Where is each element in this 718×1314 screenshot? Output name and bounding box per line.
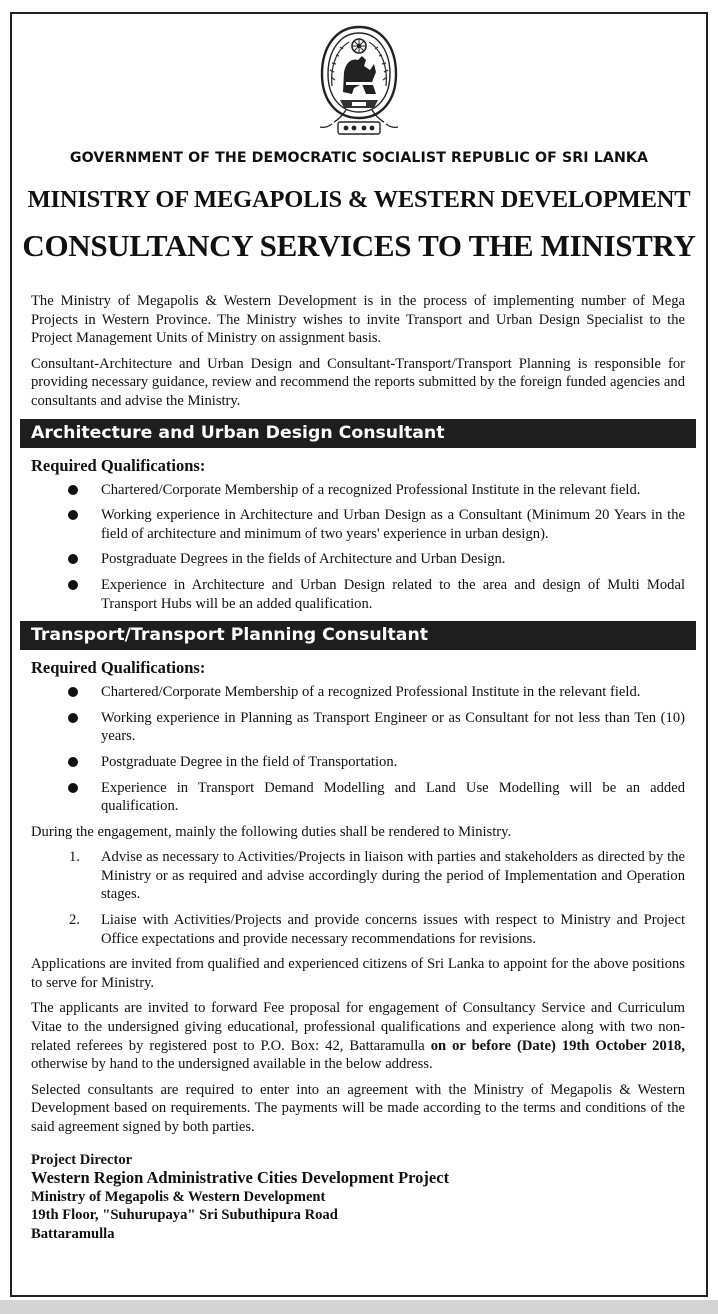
section-heading-architecture: Architecture and Urban Design Consultant — [20, 419, 696, 448]
list-item: Chartered/Corporate Membership of a recognized Professional Institute in the relevant field. — [31, 683, 685, 702]
project-name: Western Region Administrative Cities Development Project — [31, 1168, 450, 1188]
section-heading-transport: Transport/Transport Planning Consultant — [20, 621, 696, 650]
advertisement-body — [31, 292, 685, 1243]
intro-paragraph: Consultant-Architecture and Urban Design and Consultant-Transport/Transport Planning is responsible for providing necessary guidance, review and recommend the reports submitted by the foreign funded agencies and consultants and advise the Ministry. — [31, 355, 685, 409]
applications-paragraph: Applications are invited from qualified and experienced citizens of Sri Lanka to appoint for the above positions to serve for Ministry. — [31, 956, 685, 991]
bullet-icon — [68, 554, 78, 564]
duties-list — [31, 848, 685, 948]
list-item: Working experience in Architecture and Urban Design as a Consultant (Minimum 20 Years in the field of architecture and minimum of two years' experience in urban design). — [31, 506, 685, 543]
bullet-icon — [68, 510, 78, 520]
list-item: Postgraduate Degrees in the fields of Architecture and Urban Design. — [31, 550, 685, 569]
signature-block — [31, 1151, 685, 1244]
qualification-list — [31, 683, 685, 816]
list-number: 2. — [69, 912, 80, 929]
list-item: Postgraduate Degree in the field of Transportation. — [31, 753, 685, 772]
national-emblem-icon — [316, 24, 402, 138]
advertisement-title: CONSULTANCY SERVICES TO THE MINISTRY — [22, 228, 696, 263]
list-item: Experience in Architecture and Urban Design related to the area and design of Multi Modal Transport Hubs will be an added qualification. — [31, 576, 685, 613]
bottom-strip — [0, 1300, 718, 1314]
intro-paragraph: The Ministry of Megapolis & Western Development is in the process of implementing number of Mega Projects in Western Province. The Ministry wishes to invite Transport and Urban Design Specialist to the Project Management Units of Ministry on assignment basis. — [31, 293, 685, 347]
bullet-icon — [68, 580, 78, 590]
duties-intro: During the engagement, mainly the following duties shall be rendered to Ministry. — [31, 823, 512, 840]
government-heading: GOVERNMENT OF THE DEMOCRATIC SOCIALIST REPUBLIC OF SRI LANKA — [69, 150, 649, 166]
bullet-icon — [68, 713, 78, 723]
list-item: 2. Liaise with Activities/Projects and provide concerns issues with respect to Ministry and Project Office expectations and provide necessary recommendations for revisions. — [69, 912, 685, 947]
bullet-icon — [68, 687, 78, 697]
list-item: Experience in Transport Demand Modelling and Land Use Modelling will be an added qualification. — [31, 779, 685, 816]
bullet-icon — [68, 783, 78, 793]
signatory-city: Battaramulla — [31, 1225, 115, 1242]
list-item: Chartered/Corporate Membership of a recognized Professional Institute in the relevant field. — [31, 481, 685, 500]
signatory-address: 19th Floor, "Suhurupaya" Sri Subuthipura Road — [31, 1207, 338, 1224]
list-item: 1. Advise as necessary to Activities/Projects in liaison with parties and stakeholders as directed by the Ministry or as required and advise accordingly during the period of Implementation and Operation stages. — [69, 849, 685, 903]
deadline-text: on or before (Date) 19th October 2018, — [430, 1037, 685, 1054]
ministry-heading: MINISTRY OF MEGAPOLIS & WESTERN DEVELOPMENT — [27, 186, 691, 213]
signatory-role: Project Director — [31, 1151, 133, 1168]
signatory-ministry: Ministry of Megapolis & Western Development — [31, 1188, 326, 1205]
submission-paragraph: The applicants are invited to forward Fee proposal for engagement of Consultancy Service and Curriculum Vitae to the undersigned giving educational, professional qualifications and experience along with two non-related referees by registered post to P.O. Box: 42, Battaramulla on or before (Date) 19th October 2018, otherwise by hand to the undersigned available in the below address. — [31, 1000, 685, 1073]
required-qualifications-label: Required Qualifications: — [31, 455, 206, 475]
bullet-icon — [68, 757, 78, 767]
qualification-list — [31, 481, 685, 614]
required-qualifications-label: Required Qualifications: — [31, 658, 206, 678]
list-number: 1. — [69, 849, 80, 866]
agreement-paragraph: Selected consultants are required to enter into an agreement with the Ministry of Megapolis & Western Development based on requirements. The payments will be made according to the terms and conditions of the said agreement signed by both parties. — [31, 1081, 685, 1135]
bullet-icon — [68, 485, 78, 495]
list-item: Working experience in Planning as Transport Engineer or as Consultant for not less than Ten (10) years. — [31, 709, 685, 746]
